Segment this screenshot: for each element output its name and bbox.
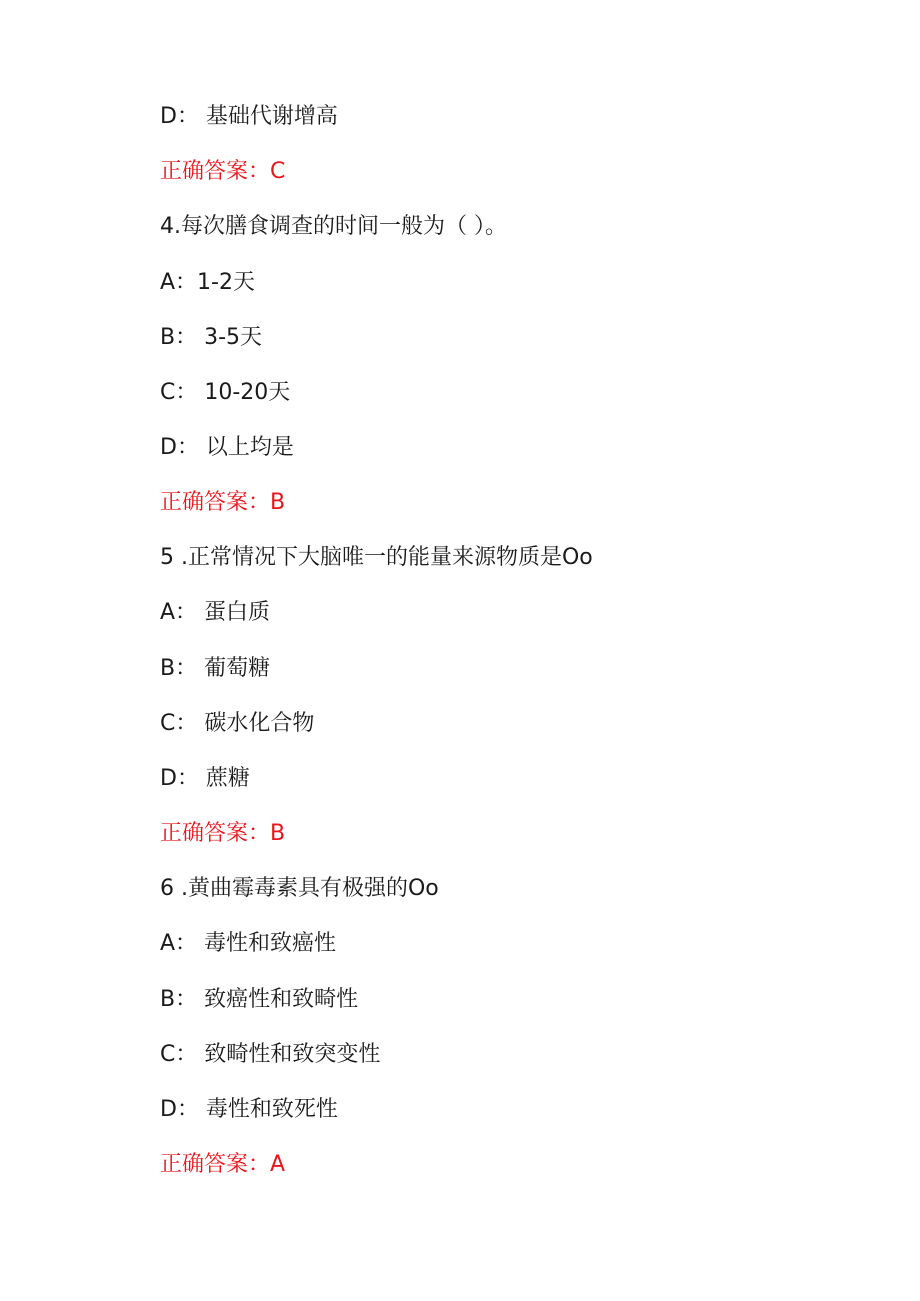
option-c-q5: C： 碳水化合物 [160,711,315,736]
option-a-q4: A：1-2天 [160,270,255,295]
question-5: 5 .正常情况下大脑唯一的能量来源物质是Oo [160,545,593,570]
question-4: 4.每次膳食调查的时间一般为（ ）。 [160,214,507,239]
option-a-q5: A： 蛋白质 [160,600,271,625]
option-d-q5: D： 蔗糖 [160,766,250,791]
option-c-q4: C： 10-20天 [160,380,291,405]
option-b-q5: B： 葡萄糖 [160,656,271,681]
option-d-q4: D： 以上均是 [160,435,294,460]
option-c-q6: C： 致畸性和致突变性 [160,1042,381,1067]
option-a-q6: A： 毒性和致癌性 [160,931,337,956]
answer-q4: 正确答案：B [160,490,286,515]
answer-q5: 正确答案：B [160,821,286,846]
question-6: 6 .黄曲霉毒素具有极强的Oo [160,876,439,901]
answer-q6: 正确答案：A [160,1152,286,1177]
option-d-q3: D： 基础代谢增高 [160,104,338,129]
answer-q3: 正确答案：C [160,159,286,184]
option-b-q6: B： 致癌性和致畸性 [160,987,359,1012]
option-b-q4: B： 3-5天 [160,325,263,350]
option-d-q6: D： 毒性和致死性 [160,1097,338,1122]
